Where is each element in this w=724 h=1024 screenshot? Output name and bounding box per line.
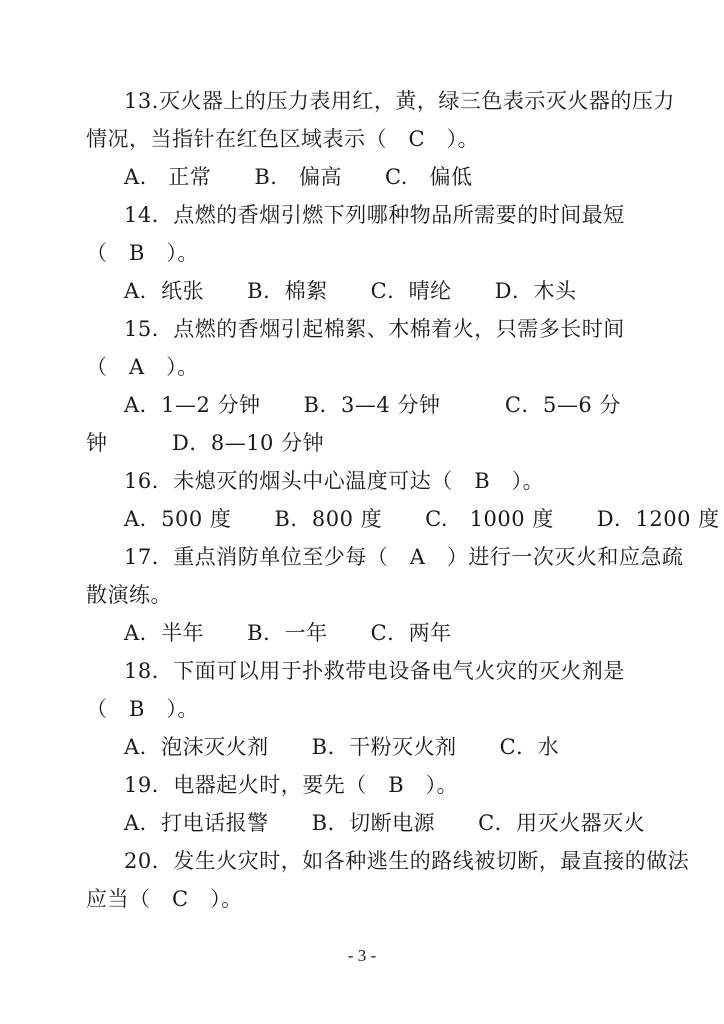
question-20-text: 20．发生火灾时，如各种逃生的路线被切断，最直接的做法	[124, 849, 690, 873]
question-18-text-cont: （ B ）。	[86, 697, 199, 721]
question-18-options: A．泡沫灭火剂 B．干粉灭火剂 C．水	[124, 735, 560, 759]
question-13-text-cont: 情况，当指针在红色区域表示（ C ）。	[86, 127, 480, 151]
question-14-text: 14．点燃的香烟引燃下列哪种物品所需要的时间最短	[124, 203, 625, 227]
question-15-options: A．1—2 分钟 B．3—4 分钟 C．5—6 分	[124, 393, 621, 417]
question-15-text: 15．点燃的香烟引起棉絮、木棉着火，只需多长时间	[124, 317, 625, 341]
question-15-options-cont: 钟 D．8—10 分钟	[86, 431, 325, 455]
question-13-text: 13.灭火器上的压力表用红，黄，绿三色表示灭火器的压力	[124, 89, 675, 113]
question-19-options: A．打电话报警 B．切断电源 C．用灭火器灭火	[124, 811, 646, 835]
question-16-options: A．500 度 B．800 度 C. 1000 度 D．1200 度	[124, 507, 720, 531]
question-18-text: 18．下面可以用于扑救带电设备电气火灾的灭火剂是	[124, 659, 625, 683]
question-14-options: A．纸张 B．棉絮 C．晴纶 D．木头	[124, 279, 577, 303]
question-17-text-cont: 散演练。	[86, 583, 172, 607]
page-number: - 3 -	[347, 946, 377, 965]
question-17-text: 17．重点消防单位至少每（ A ）进行一次灭火和应急疏	[124, 545, 684, 569]
question-19-text: 19．电器起火时，要先（ B ）。	[124, 773, 459, 797]
question-16-text: 16．未熄灭的烟头中心温度可达（ B ）。	[124, 469, 545, 493]
question-14-text-cont: （ B ）。	[86, 241, 199, 265]
question-13-options: A. 正常 B. 偏高 C. 偏低	[124, 165, 473, 189]
question-15-text-cont: （ A ）。	[86, 355, 199, 379]
question-17-options: A．半年 B．一年 C．两年	[124, 621, 452, 645]
question-20-text-cont: 应当（ C ）。	[86, 887, 243, 911]
